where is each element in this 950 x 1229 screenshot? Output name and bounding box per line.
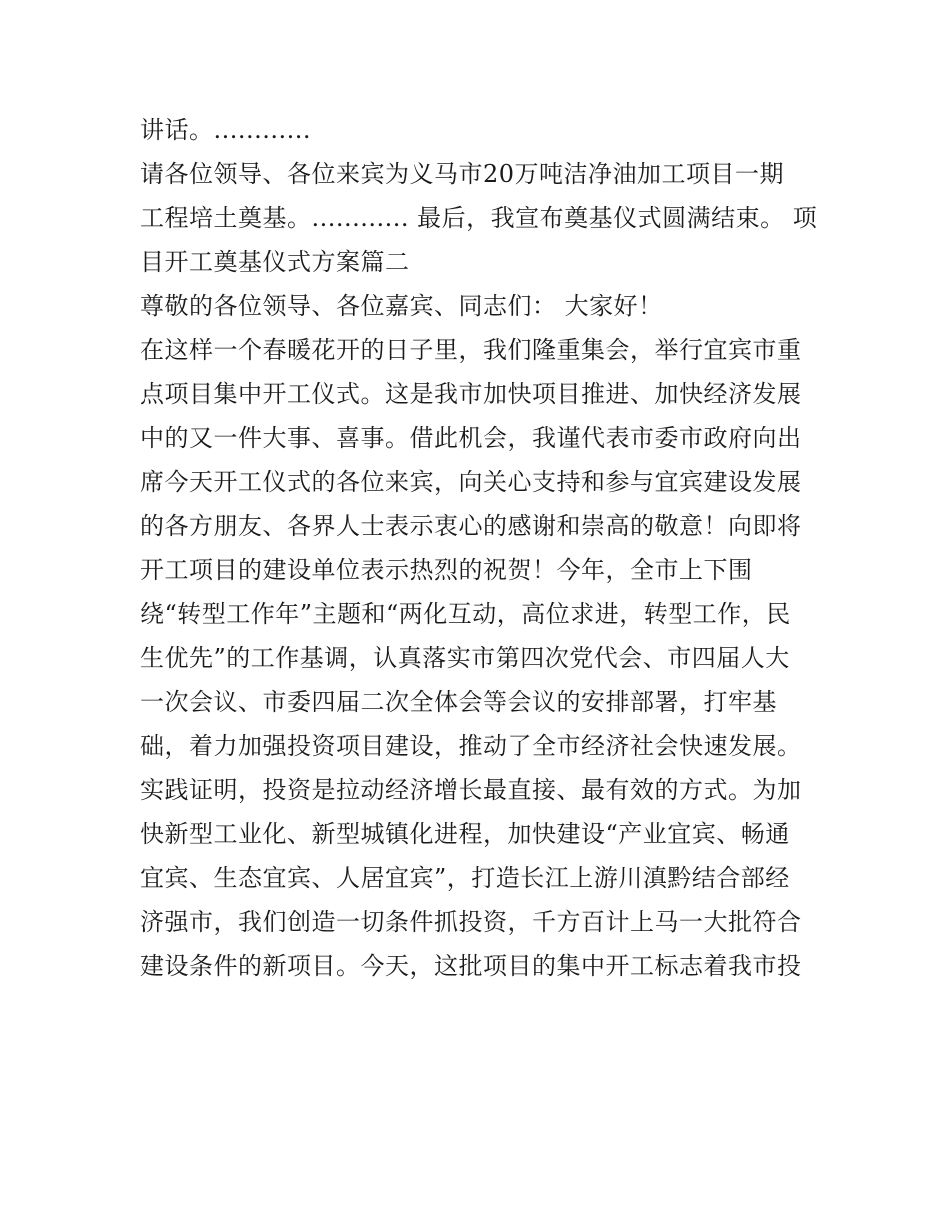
text-line: 础，着力加强投资项目建设，推动了全市经济社会快速发展。	[140, 732, 802, 760]
text-line: 工程培土奠基。............ 最后，我宣布奠基仪式圆满结束。 项	[140, 204, 818, 232]
text-line: 实践证明，投资是拉动经济增长最直接、最有效的方式。为加	[140, 776, 802, 804]
section-heading: 目开工奠基仪式方案篇二	[140, 248, 410, 276]
text-line: 讲话。............	[140, 116, 312, 144]
text-line: 快新型工业化、新型城镇化进程，加快建设“产业宜宾、畅通	[140, 820, 790, 848]
salutation: 尊敬的各位领导、各位嘉宾、同志们： 大家好！	[140, 292, 663, 320]
text-line: 宜宾、生态宜宾、人居宜宾”，打造长江上游川滇黔结合部经	[140, 864, 790, 892]
text-line: 的各方朋友、各界人士表示衷心的感谢和崇高的敬意！向即将	[140, 512, 802, 540]
text-line: 开工项目的建设单位表示热烈的祝贺！今年，全市上下围	[140, 556, 753, 584]
text-line: 建设条件的新项目。今天，这批项目的集中开工标志着我市投	[140, 952, 802, 980]
text-line: 席今天开工仪式的各位来宾，向关心支持和参与宜宾建设发展	[140, 468, 802, 496]
text-line: 在这样一个春暖花开的日子里，我们隆重集会，举行宜宾市重	[140, 336, 802, 364]
text-line: 生优先”的工作基调，认真落实市第四次党代会、市四届人大	[140, 644, 790, 672]
text-line: 济强市，我们创造一切条件抓投资，千方百计上马一大批符合	[140, 908, 802, 936]
text-line: 请各位领导、各位来宾为义马市20万吨洁净油加工项目一期	[140, 160, 785, 188]
text-line: 中的又一件大事、喜事。借此机会，我谨代表市委市政府向出	[140, 424, 802, 452]
document-body	[140, 108, 820, 988]
text-line: 绕“转型工作年”主题和“两化互动，高位求进，转型工作，民	[140, 600, 791, 628]
text-line: 点项目集中开工仪式。这是我市加快项目推进、加快经济发展	[140, 380, 802, 408]
text-line: 一次会议、市委四届二次全体会等会议的安排部署，打牢基	[140, 688, 777, 716]
